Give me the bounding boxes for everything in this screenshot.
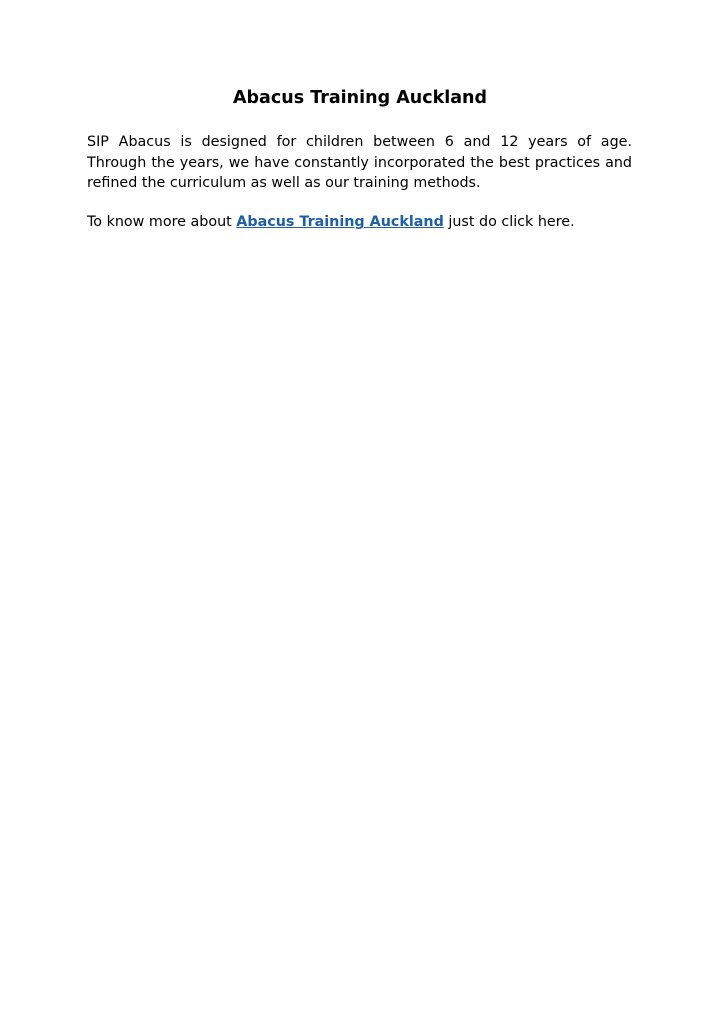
more-info-prefix: To know more about	[87, 214, 237, 230]
more-info-paragraph	[87, 212, 632, 233]
intro-paragraph: SIP Abacus is designed for children between 6 and 12 years of age. Through the years, we have constantly incorporated the best practices and refined the curriculum as well as our training methods.	[87, 134, 632, 191]
abacus-training-auckland-link[interactable]: Abacus Training Auckland	[236, 214, 444, 230]
page-title: Abacus Training Auckland	[232, 88, 487, 108]
more-info-suffix: just do click here.	[443, 214, 575, 230]
